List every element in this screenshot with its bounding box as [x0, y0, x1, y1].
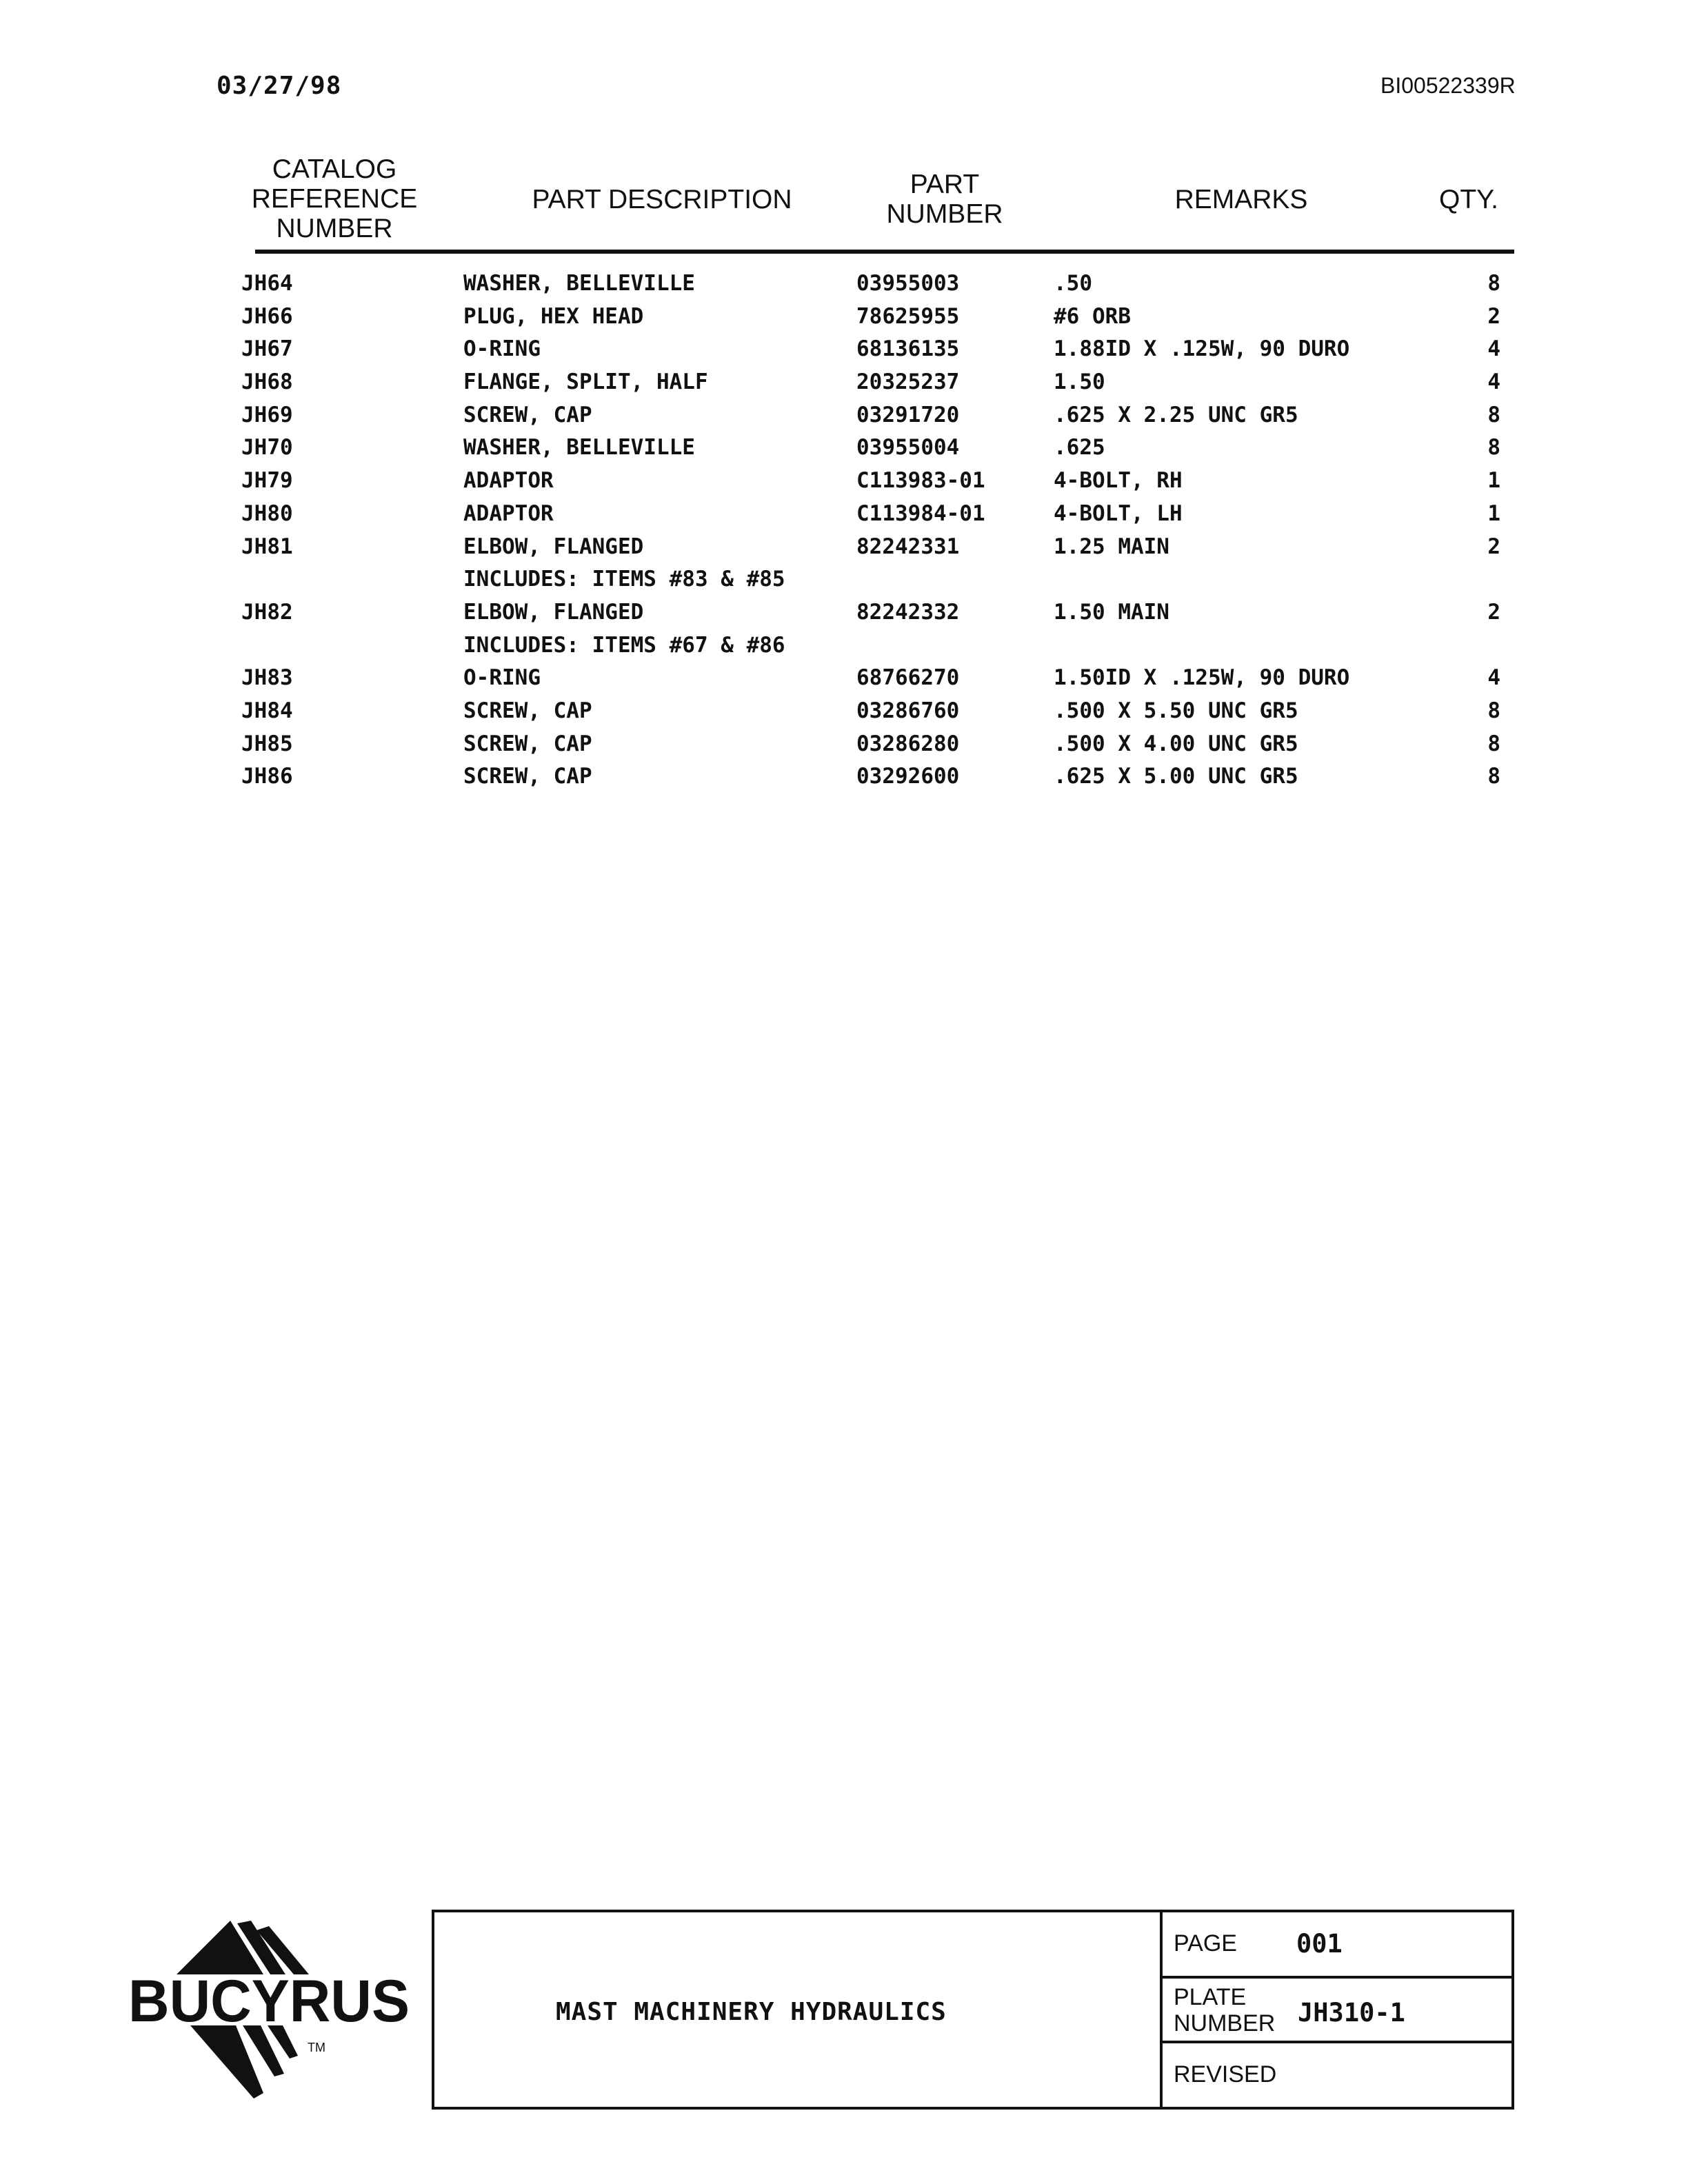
- qty-cell: 8: [1487, 402, 1500, 427]
- parts-table: [0, 267, 1688, 793]
- title-block-rule-2: [1160, 2041, 1514, 2043]
- table-row: [0, 563, 1688, 596]
- qty-cell: 8: [1487, 435, 1500, 461]
- catalog-ref-cell: JH64: [241, 271, 293, 296]
- part-number-cell: 78625955: [856, 303, 960, 329]
- remarks-cell: 4-BOLT, LH: [1054, 501, 1183, 526]
- description-cell: SCREW, CAP: [463, 402, 592, 427]
- table-row: [0, 728, 1688, 761]
- qty-cell: 2: [1487, 534, 1500, 559]
- remarks-cell: .625 X 2.25 UNC GR5: [1054, 402, 1298, 427]
- description-cell: ELBOW, FLANGED: [463, 599, 644, 625]
- part-number-cell: 68136135: [856, 336, 960, 362]
- remarks-cell: 1.50: [1054, 370, 1105, 395]
- catalog-ref-cell: JH85: [241, 731, 293, 756]
- qty-cell: 4: [1487, 665, 1500, 691]
- table-row: [0, 629, 1688, 663]
- part-number-cell: 20325237: [856, 370, 960, 395]
- description-cell: ELBOW, FLANGED: [463, 534, 644, 559]
- plate-number: JH310-1: [1298, 1998, 1405, 2028]
- remarks-cell: .625 X 5.00 UNC GR5: [1054, 764, 1298, 789]
- description-cell: SCREW, CAP: [463, 731, 592, 756]
- part-number-cell: 03286760: [856, 698, 960, 723]
- description-cell: WASHER, BELLEVILLE: [463, 435, 695, 461]
- catalog-ref-cell: JH81: [241, 534, 293, 559]
- qty-cell: 8: [1487, 731, 1500, 756]
- description-cell: INCLUDES: ITEMS #83 & #85: [463, 567, 785, 592]
- qty-cell: 1: [1487, 468, 1500, 494]
- catalog-ref-cell: JH84: [241, 698, 293, 723]
- catalog-ref-cell: JH79: [241, 468, 293, 494]
- qty-cell: 8: [1487, 271, 1500, 296]
- catalog-ref-cell: JH83: [241, 665, 293, 691]
- bucyrus-logo: [128, 1921, 411, 2107]
- remarks-cell: .500 X 4.00 UNC GR5: [1054, 731, 1298, 756]
- qty-cell: 1: [1487, 501, 1500, 526]
- catalog-ref-cell: JH70: [241, 435, 293, 461]
- table-row: [0, 662, 1688, 695]
- qty-cell: 2: [1487, 599, 1500, 625]
- title-block-rule-1: [1160, 1976, 1514, 1979]
- remarks-cell: 1.50 MAIN: [1054, 599, 1169, 625]
- document-id: BI00522339R: [1380, 73, 1516, 98]
- table-row: [0, 432, 1688, 465]
- table-row: [0, 399, 1688, 432]
- description-cell: WASHER, BELLEVILLE: [463, 271, 695, 296]
- table-row: [0, 301, 1688, 334]
- remarks-cell: 1.25 MAIN: [1054, 534, 1169, 559]
- catalog-ref-cell: JH69: [241, 402, 293, 427]
- table-row: [0, 531, 1688, 564]
- part-number-cell: 03955003: [856, 271, 960, 296]
- description-cell: O-RING: [463, 336, 541, 362]
- trademark-mark: TM: [308, 2041, 325, 2054]
- remarks-cell: 1.50ID X .125W, 90 DURO: [1054, 665, 1350, 691]
- table-row: [0, 596, 1688, 629]
- table-row: [0, 366, 1688, 399]
- revised-label: REVISED: [1174, 2061, 1277, 2087]
- col-header-description: PART DESCRIPTION: [532, 185, 792, 214]
- print-date: 03/27/98: [217, 72, 342, 100]
- catalog-ref-cell: JH66: [241, 303, 293, 329]
- remarks-cell: 1.88ID X .125W, 90 DURO: [1054, 336, 1350, 362]
- table-row: [0, 267, 1688, 301]
- catalog-ref-cell: JH82: [241, 599, 293, 625]
- part-number-cell: 82242332: [856, 599, 960, 625]
- remarks-cell: .50: [1054, 271, 1092, 296]
- description-cell: INCLUDES: ITEMS #67 & #86: [463, 632, 785, 658]
- qty-cell: 4: [1487, 336, 1500, 362]
- part-number-cell: 03286280: [856, 731, 960, 756]
- qty-cell: 2: [1487, 303, 1500, 329]
- part-number-cell: 03292600: [856, 764, 960, 789]
- part-number-cell: 68766270: [856, 665, 960, 691]
- description-cell: PLUG, HEX HEAD: [463, 303, 644, 329]
- description-cell: ADAPTOR: [463, 468, 554, 494]
- table-row: [0, 760, 1688, 793]
- page-label: PAGE: [1174, 1930, 1237, 1957]
- description-cell: FLANGE, SPLIT, HALF: [463, 370, 708, 395]
- remarks-cell: .500 X 5.50 UNC GR5: [1054, 698, 1298, 723]
- plate-number-label: PLATE NUMBER: [1174, 1984, 1276, 2036]
- catalog-ref-cell: JH67: [241, 336, 293, 362]
- part-number-cell: 03291720: [856, 402, 960, 427]
- header-rule: [255, 250, 1514, 254]
- col-header-remarks: REMARKS: [1174, 185, 1308, 214]
- table-row: [0, 465, 1688, 498]
- part-number-cell: 03955004: [856, 435, 960, 461]
- qty-cell: 8: [1487, 698, 1500, 723]
- catalog-title: MAST MACHINERY HYDRAULICS: [556, 1998, 947, 2026]
- remarks-cell: .625: [1054, 435, 1105, 461]
- col-header-catalog-ref: CATALOG REFERENCE NUMBER: [251, 154, 418, 243]
- col-header-qty: QTY.: [1439, 185, 1498, 214]
- remarks-cell: #6 ORB: [1054, 303, 1131, 329]
- col-header-part-number: PART NUMBER: [886, 170, 1003, 229]
- page-number: 001: [1296, 1929, 1343, 1959]
- part-number-cell: 82242331: [856, 534, 960, 559]
- remarks-cell: 4-BOLT, RH: [1054, 468, 1183, 494]
- catalog-ref-cell: JH86: [241, 764, 293, 789]
- description-cell: O-RING: [463, 665, 541, 691]
- title-block-divider: [1160, 1910, 1163, 2110]
- part-number-cell: C113983-01: [856, 468, 985, 494]
- description-cell: SCREW, CAP: [463, 698, 592, 723]
- qty-cell: 4: [1487, 370, 1500, 395]
- table-row: [0, 498, 1688, 531]
- description-cell: SCREW, CAP: [463, 764, 592, 789]
- description-cell: ADAPTOR: [463, 501, 554, 526]
- part-number-cell: C113984-01: [856, 501, 985, 526]
- table-row: [0, 333, 1688, 366]
- catalog-ref-cell: JH80: [241, 501, 293, 526]
- catalog-ref-cell: JH68: [241, 370, 293, 395]
- logo-wordmark: BUCYRUS: [128, 1968, 410, 2034]
- table-row: [0, 695, 1688, 728]
- qty-cell: 8: [1487, 764, 1500, 789]
